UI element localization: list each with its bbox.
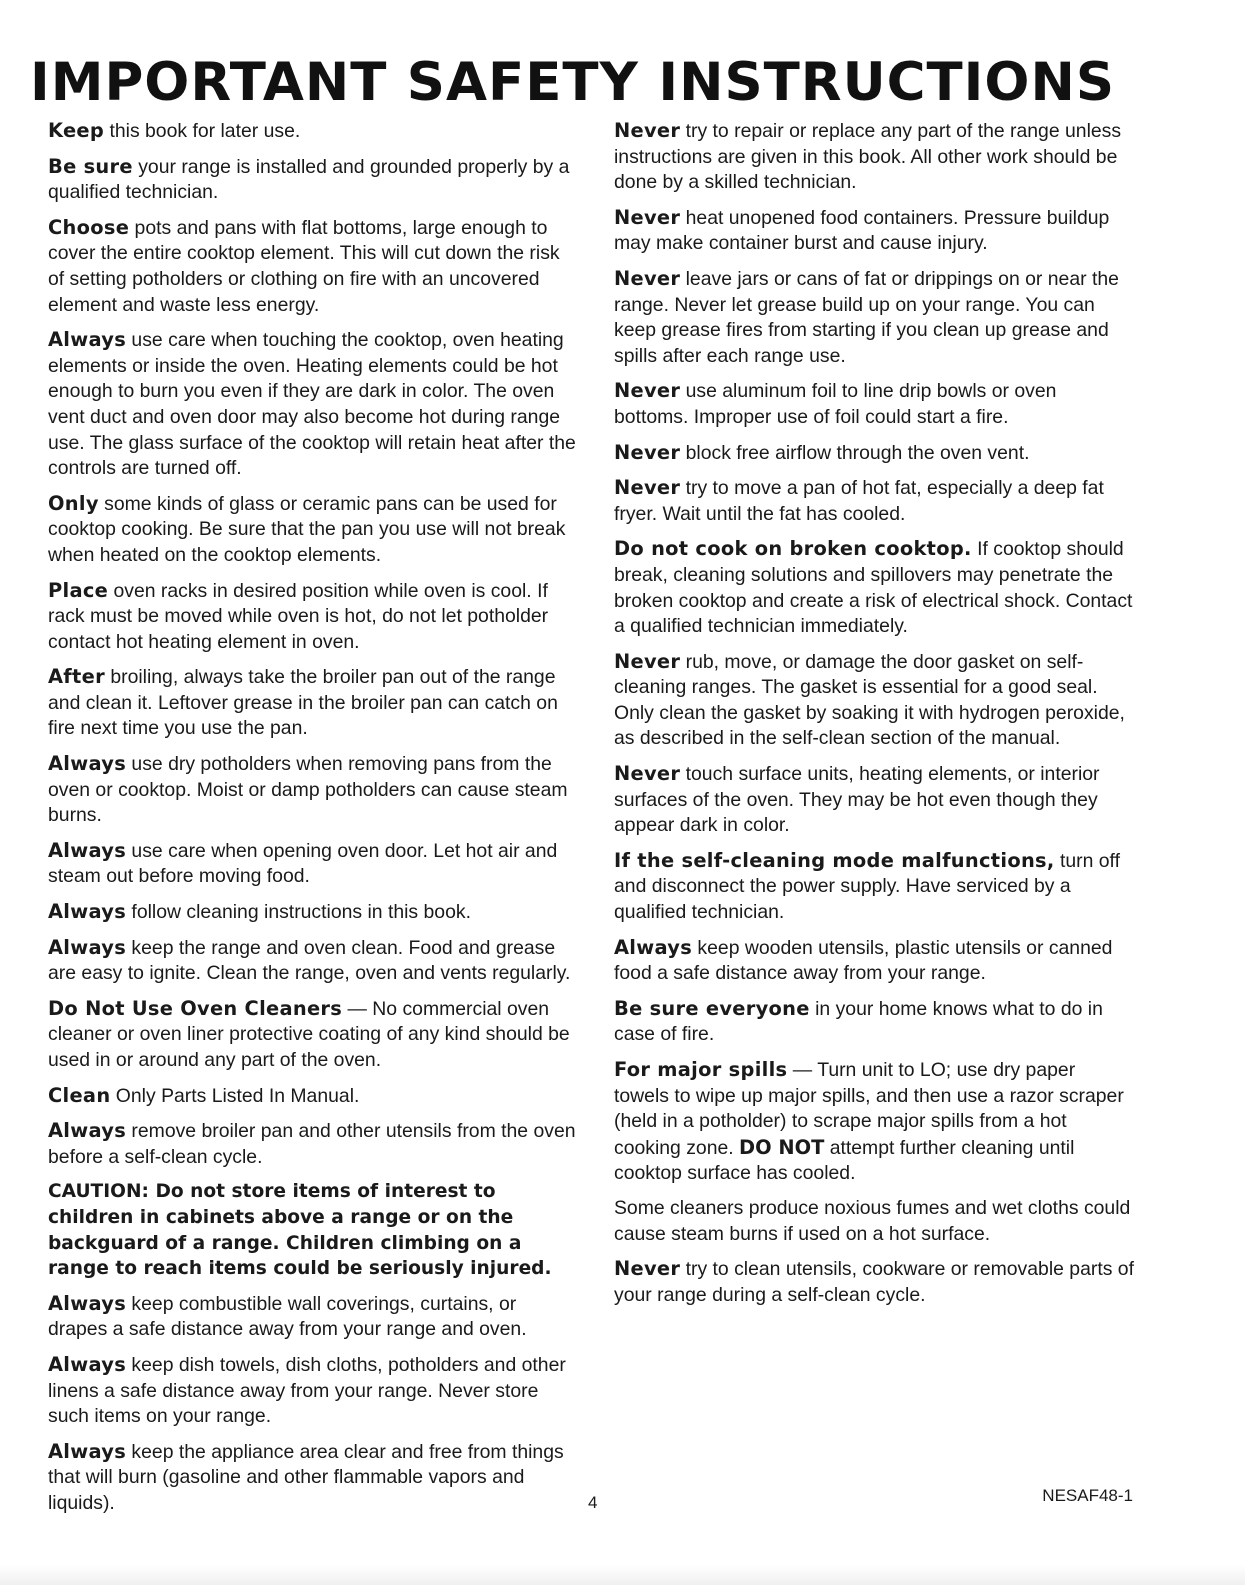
instruction-keyword: Never (614, 379, 681, 403)
safety-instruction (48, 1291, 576, 1343)
instruction-text: this book for later use. (104, 120, 301, 142)
instruction-keyword: Always (48, 838, 127, 862)
safety-instruction (614, 1196, 1134, 1247)
instruction-text: use dry potholders when removing pans from the oven or cooktop. Moist or damp potholders can cause steam burns. (48, 753, 568, 827)
instruction-text: remove broiler pan and other utensils from the oven before a self-clean cycle. (48, 1120, 576, 1168)
instruction-text: block free airflow through the oven vent. (680, 441, 1030, 464)
safety-instruction (48, 935, 576, 987)
safety-instruction (614, 996, 1134, 1048)
caution-text: CAUTION: Do not store items of interest to children in cabinets above a range or on the backguard of a range. Children climbing on a range to reach items could be seriously injured. (48, 1181, 552, 1280)
instruction-keyword: Only (48, 491, 99, 515)
instruction-text: keep the range and oven clean. Food and grease are easy to ignite. Clean the range, oven and vents regularly. (48, 936, 571, 985)
left-column (48, 118, 576, 1526)
instruction-text: leave jars or cans of fat or drippings on or near the range. Never let grease build up on your range. You can keep grease fires from starting if you clean up grease and spills after each range use. (614, 267, 1119, 367)
instruction-keyword: Clean (48, 1083, 111, 1107)
instruction-text: use care when touching the cooktop, oven heating elements or inside the oven. Heating elements could be hot enough to burn you even if they are dark in color. The oven vent duct and oven door may also become hot during range use. The glass surface of the cooktop will retain heat after the controls are turned off. (48, 329, 576, 480)
safety-instruction (48, 1352, 576, 1430)
instruction-keyword: Never (614, 205, 681, 229)
instruction-keyword: Always (48, 752, 127, 776)
instruction-keyword: Keep (48, 119, 105, 142)
safety-instruction (48, 578, 576, 656)
safety-instruction (48, 327, 576, 482)
instruction-keyword: Always (48, 935, 127, 959)
instruction-keyword: If the self-cleaning mode malfunctions, (614, 848, 1055, 872)
instruction-text: broiling, always take the broiler pan out of the range and clean it. Leftover grease in the broiler pan can catch on fire next time you use the pan. (48, 666, 558, 740)
instruction-text: turn off and disconnect the power supply. Have serviced by a qualified technician. (614, 849, 1120, 924)
safety-instruction (614, 118, 1134, 196)
scan-edge (0, 1565, 1245, 1585)
instruction-keyword: Never (614, 762, 681, 786)
instruction-keyword: Do not cook on broken cooktop. (614, 537, 972, 561)
instruction-text: try to repair or replace any part of the range unless instructions are given in this book. All other work should be done by a skilled technician. (614, 120, 1122, 194)
document-code: NESAF48-1 (1042, 1486, 1133, 1505)
instruction-keyword: Always (48, 328, 127, 352)
safety-instruction (48, 154, 576, 206)
safety-instruction (48, 491, 576, 569)
instruction-keyword: Be sure (48, 154, 133, 178)
instruction-keyword: Always (614, 935, 693, 959)
instruction-text: follow cleaning instructions in this book. (126, 901, 471, 924)
safety-instruction (48, 996, 576, 1074)
instruction-keyword: Always (48, 1352, 127, 1376)
instruction-keyword: Never (614, 1257, 681, 1281)
safety-instruction (48, 1439, 576, 1517)
instruction-text: try to clean utensils, cookware or removable parts of your range during a self-clean cycle. (614, 1258, 1134, 1306)
instruction-text: keep wooden utensils, plastic utensils or canned food a safe distance away from your range. (614, 936, 1113, 985)
safety-instruction (614, 266, 1134, 369)
instruction-text: — Turn unit to LO; use dry paper towels to wipe up major spills, and then use a razor scraper (held in a potholder) to scrape major spills from a hot cooking zone. (614, 1059, 1124, 1159)
instruction-text: — No commercial oven cleaner or oven liner protective coating of any kind should be used in or around any part of the oven. (48, 997, 570, 1071)
safety-instruction (48, 899, 576, 926)
instruction-keyword: Always (48, 900, 127, 924)
instruction-text: some kinds of glass or ceramic pans can be used for cooktop cooking. Be sure that the pan you use will not break when heated on the cooktop elements. (48, 492, 566, 566)
safety-instruction (614, 475, 1134, 527)
instruction-text: rub, move, or damage the door gasket on self-cleaning ranges. The gasket is essential for a good seal. Only clean the gasket by soaking it with hydrogen peroxide, as described in the self-clean section of the manual. (614, 650, 1125, 750)
safety-instruction (614, 440, 1134, 467)
instruction-keyword: Never (614, 649, 681, 673)
safety-instruction (614, 761, 1134, 839)
instruction-text: heat unopened food containers. Pressure buildup may make container burst and cause injury. (614, 206, 1110, 255)
instruction-keyword: After (48, 665, 105, 689)
instruction-emphasis: DO NOT (739, 1135, 825, 1159)
instruction-text: touch surface units, heating elements, or interior surfaces of the oven. They may be hot even though they appear dark in color. (614, 763, 1100, 837)
instruction-keyword: Never (614, 119, 681, 142)
safety-instruction (48, 838, 576, 890)
page-number: 4 (588, 1493, 598, 1512)
safety-instruction (48, 118, 576, 145)
instruction-keyword: Never (614, 440, 681, 464)
instruction-keyword: For major spills (614, 1058, 788, 1081)
page-title: IMPORTANT SAFETY INSTRUCTIONS (30, 52, 1115, 113)
safety-instruction (614, 536, 1134, 639)
safety-instruction (614, 649, 1134, 752)
instruction-text: attempt further cleaning until cooktop surface has cooled. (614, 1136, 1075, 1185)
safety-instruction (48, 751, 576, 829)
instruction-keyword: Always (48, 1291, 127, 1315)
instruction-keyword: Place (48, 578, 109, 602)
instruction-text: If cooktop should break, cleaning solutions and spillovers may penetrate the broken cooktop and create a risk of electrical shock. Contact a qualified technician immediately. (614, 538, 1133, 638)
safety-instruction (614, 1256, 1134, 1308)
safety-instruction (614, 378, 1134, 430)
safety-instruction (48, 664, 576, 742)
safety-instruction (48, 1083, 576, 1110)
instruction-text: oven racks in desired position while oven is cool. If rack must be moved while oven is hot, do not let potholder contact hot heating element in oven. (48, 579, 549, 653)
safety-instruction (614, 1057, 1134, 1187)
instruction-text: use aluminum foil to line drip bowls or oven bottoms. Improper use of foil could start a fire. (614, 380, 1057, 428)
instruction-text: Only Parts Listed In Manual. (110, 1084, 360, 1107)
safety-instruction (48, 1179, 576, 1281)
instruction-keyword: Be sure everyone (614, 996, 810, 1020)
instruction-text: keep combustible wall coverings, curtains, or drapes a safe distance away from your range and oven. (48, 1292, 527, 1341)
instruction-text: pots and pans with flat bottoms, large enough to cover the entire cooktop element. This will cut down the risk of setting potholders or clothing on fire with an uncovered element and waste less energy. (48, 216, 560, 316)
instruction-text: Some cleaners produce noxious fumes and wet cloths could cause steam burns if used on a hot surface. (614, 1196, 1131, 1245)
instruction-keyword: Never (614, 476, 681, 500)
safety-instruction (614, 205, 1134, 257)
instruction-text: in your home knows what to do in case of fire. (614, 997, 1103, 1046)
instruction-text: use care when opening oven door. Let hot air and steam out before moving food. (48, 839, 558, 888)
instruction-text: your range is installed and grounded properly by a qualified technician. (48, 155, 570, 204)
safety-instruction (48, 1118, 576, 1170)
instruction-keyword: Always (48, 1119, 127, 1143)
instruction-keyword: Choose (48, 215, 130, 239)
safety-instruction (614, 848, 1134, 926)
instruction-text: keep dish towels, dish cloths, potholders and other linens a safe distance away from your range. Never store such items on your range. (48, 1353, 566, 1428)
safety-instruction (614, 935, 1134, 987)
instruction-text: try to move a pan of hot fat, especially a deep fat fryer. Wait until the fat has cooled. (614, 477, 1104, 525)
instruction-keyword: Do Not Use Oven Cleaners (48, 996, 343, 1020)
safety-instruction (48, 215, 576, 318)
instruction-text: keep the appliance area clear and free from things that will burn (gasoline and other flammable vapors and liquids). (48, 1440, 564, 1514)
instruction-keyword: Never (614, 266, 681, 290)
instruction-keyword: Always (48, 1439, 127, 1463)
right-column (614, 118, 1134, 1317)
